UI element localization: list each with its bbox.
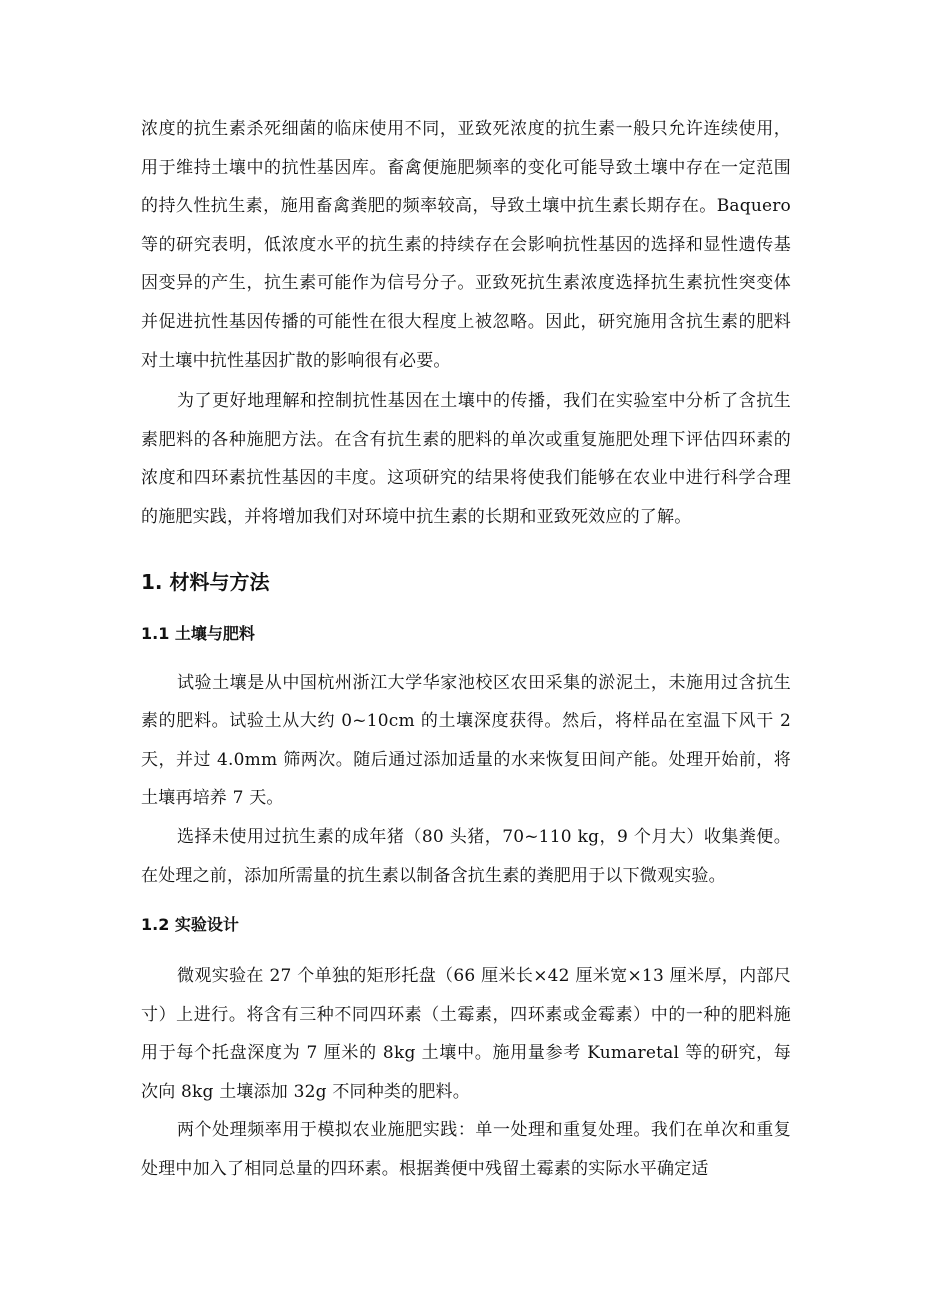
intro-paragraph-2: 为了更好地理解和控制抗性基因在土壤中的传播，我们在实验室中分析了含抗生素肥料的各种施肥方法。在含有抗生素的肥料的单次或重复施肥处理下评估四环素的浓度和四环素抗性基因的丰度。这项研究的结果将使我们能够在农业中进行科学合理的施肥实践，并将增加我们对环境中抗生素的长期和亚致死效应的了解。 xyxy=(141,391,791,527)
experimental-design-paragraph-2: 两个处理频率用于模拟农业施肥实践：单一处理和重复处理。我们在单次和重复处理中加入了相同总量的四环素。根据粪便中残留土霉素的实际水平确定适 xyxy=(141,1120,791,1180)
intro-paragraph-1: 浓度的抗生素杀死细菌的临床使用不同，亚致死浓度的抗生素一般只允许连续使用，用于维持土壤中的抗性基因库。畜禽便施肥频率的变化可能导致土壤中存在一定范围的持久性抗生素，施用畜禽粪肥的频率较高，导致土壤中抗生素长期存在。Baquero 等的研究表明，低浓度水平的抗生素的持续存在会影响抗性基因的选择和显性遗传基因变异的产生，抗生素可能作为信号分子。亚致死抗生素浓度选择抗生素抗性突变体并促进抗性基因传播的可能性在很大程度上被忽略。因此，研究施用含抗生素的肥料对土壤中抗性基因扩散的影响很有必要。 xyxy=(141,119,791,371)
section-heading-materials-methods: 1. 材料与方法 xyxy=(141,569,270,594)
subsection-heading-soil-fertilizer: 1.1 土壤与肥料 xyxy=(141,623,255,643)
soil-fertilizer-paragraph-2: 选择未使用过抗生素的成年猪（80 头猪，70~110 kg，9 个月大）收集粪便。在处理之前，添加所需量的抗生素以制备含抗生素的粪肥用于以下微观实验。 xyxy=(141,826,791,886)
document-body xyxy=(141,110,791,1189)
experimental-design-paragraph-1: 微观实验在 27 个单独的矩形托盘（66 厘米长×42 厘米宽×13 厘米厚，内部尺寸）上进行。将含有三种不同四环素（土霉素，四环素或金霉素）中的一种的肥料施用于每个托盘深度为 7 厘米的 8kg 土壤中。施用量参考 Kumaretal 等的研究，每次向 8kg 土壤添加 32g 不同种类的肥料。 xyxy=(141,966,791,1102)
soil-fertilizer-paragraph-1: 试验土壤是从中国杭州浙江大学华家池校区农田采集的淤泥土，未施用过含抗生素的肥料。试验土从大约 0~10cm 的土壤深度获得。然后，将样品在室温下风干 2 天，并过 4.0mm 筛两次。随后通过添加适量的水来恢复田间产能。处理开始前，将土壤再培养 7 天。 xyxy=(141,672,791,809)
subsection-heading-experimental-design: 1.2 实验设计 xyxy=(141,915,239,935)
